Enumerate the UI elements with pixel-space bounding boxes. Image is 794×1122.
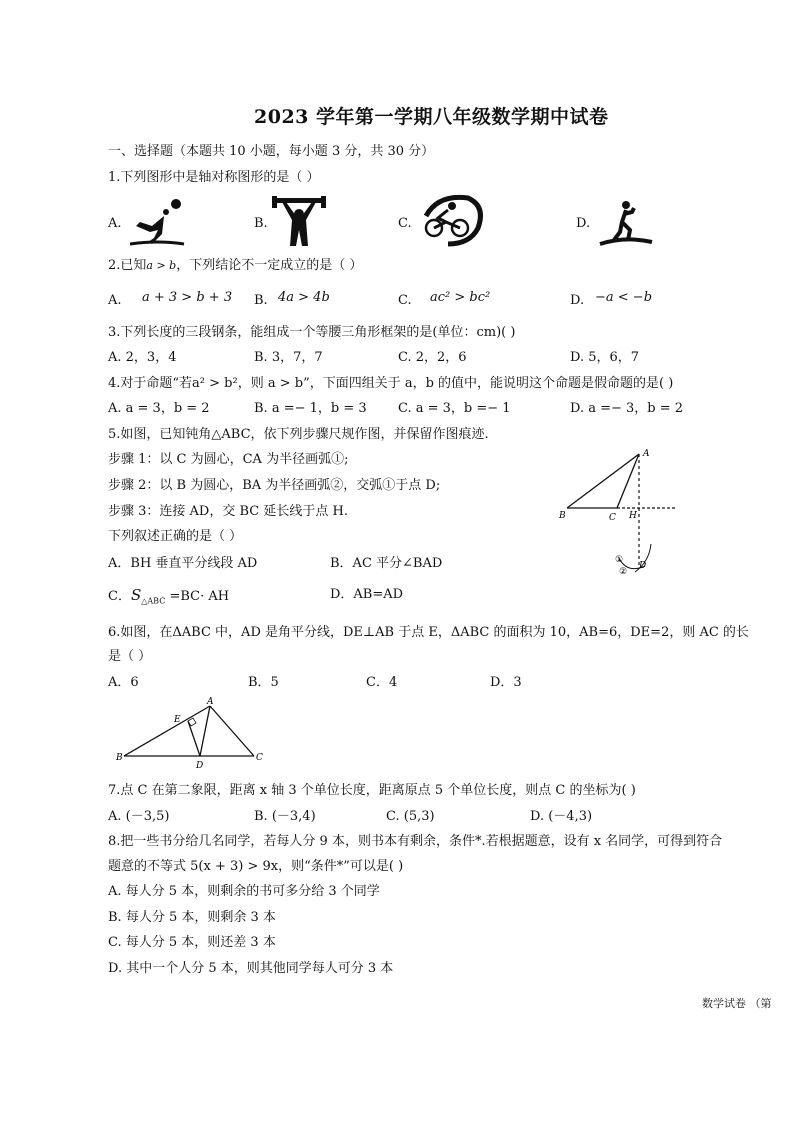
q5-opt-c-post: =BC· AH [165, 589, 230, 604]
q5-opt-c-sub: △ABC [141, 596, 166, 606]
q6-line-de [188, 721, 200, 756]
q5-opt-c-s: S [130, 586, 142, 604]
q7-stem: 7.点 C 在第二象限，距离 x 轴 3 个单位长度，距离原点 5 个单位长度，则点 C 的坐标为( ) [108, 783, 636, 798]
q2-opt-c-label: C. [398, 293, 412, 308]
q6-opt-c: C．4 [366, 675, 398, 690]
q6-opt-a: A．6 [108, 675, 139, 690]
q3-opt-d: D. 5，6，7 [570, 350, 640, 365]
q5-opt-a: A．BH 垂直平分线段 AD [108, 556, 258, 571]
q5-ask: 下列叙述正确的是（ ） [108, 529, 243, 544]
q5-opt-c-pre: C． [108, 589, 131, 604]
q5-label-a: A [643, 449, 650, 459]
q5-label-c: C [609, 513, 616, 523]
q2-stem-post: ，下列结论不一定成立的是（ ） [176, 258, 363, 273]
q5-step1: 步骤 1：以 C 为圆心，CA 为半径画弧①; [108, 452, 349, 467]
q2-opt-d: −a < −b [595, 290, 653, 305]
q5-step3: 步骤 3：连接 AD，交 BC 延长线于点 H. [108, 504, 348, 519]
q6-opt-b: B．5 [248, 675, 279, 690]
q7-opt-b: B. (－3,4) [254, 809, 316, 824]
q5-arc2-label: ② [619, 567, 628, 577]
q1-label-a: A. [108, 216, 122, 231]
q7-opt-c: C. (5,3) [386, 809, 435, 824]
q3-opt-c: C. 2，2，6 [398, 350, 467, 365]
q2-opt-c: ac² > bc² [430, 290, 491, 305]
q3-opt-a: A. 2，3，4 [108, 350, 177, 365]
q5-opt-d: D．AB=AD [330, 587, 404, 602]
q8-stem-line2: 题意的不等式 5(x + 3) > 9x，则“条件*”可以是( ) [108, 859, 404, 874]
q5-step2: 步骤 2：以 B 为圆心，BA 为半径画弧②，交弧①于点 D; [108, 478, 441, 493]
q6-label-b: B [116, 753, 123, 763]
q6-stem-line1: 6.如图，在ΔABC 中，AD 是角平分线，DE⊥AB 于点 E，ΔABC 的面积为 10，AB=6，DE=2，则 AC 的长 [108, 625, 749, 640]
q3-stem: 3.下列长度的三段钢条，能组成一个等腰三角形框架的是(单位：cm)( ) [108, 325, 516, 340]
q6-label-a: A [207, 697, 214, 707]
q4-opt-a: A. a = 3，b = 2 [108, 401, 210, 416]
q2-opt-b: 4a > 4b [278, 290, 330, 305]
q6-line-ac [210, 706, 254, 756]
q2-stem-pre: 2.已知 [108, 258, 147, 273]
cyclist-figure-icon [418, 194, 484, 246]
q6-opt-d: D．3 [490, 675, 522, 690]
weightlifter-figure-icon [272, 196, 326, 248]
q6-figure [112, 694, 272, 770]
q2-opt-b-label: B. [254, 293, 268, 308]
gymnast-figure-icon [600, 200, 652, 246]
volleyball-figure-icon [128, 196, 186, 246]
q3-opt-b: B. 3，7，7 [254, 350, 323, 365]
q6-stem-line2: 是（ ） [108, 649, 152, 664]
q2-opt-a-label: A. [108, 293, 122, 308]
q6-label-d: D [196, 761, 204, 771]
q4-opt-b: B. a =− 1，b = 3 [254, 401, 367, 416]
q8-stem-line1: 8.把一些书分给几名同学，若每人分 9 本，则书本有剩余，条件*.若根据题意，设有 x 名同学，可得到符合 [108, 834, 723, 849]
q8-opt-c: C. 每人分 5 本，则还差 3 本 [108, 935, 276, 950]
q7-opt-a: A. (－3,5) [108, 809, 170, 824]
q7-opt-d: D. (－4,3) [530, 809, 593, 824]
q2-condition: a > b [146, 259, 177, 272]
q8-opt-a: A. 每人分 5 本，则剩余的书可多分给 3 个同学 [108, 884, 380, 899]
page-footer: 数学试卷 （第 [702, 997, 772, 1010]
q5-stem: 5.如图，已知钝角△ABC，依下列步骤尺规作图，并保留作图痕迹. [108, 427, 489, 442]
q4-opt-c: C. a = 3，b =− 1 [398, 401, 511, 416]
q8-opt-d: D. 其中一个人分 5 本，则其他同学每人可分 3 本 [108, 961, 394, 976]
section-heading: 一、选择题（本题共 10 小题，每小题 3 分，共 30 分） [108, 144, 435, 159]
q5-opt-b: B．AC 平分∠BAD [330, 556, 443, 571]
q5-figure [555, 448, 685, 578]
q6-line-ad [200, 706, 210, 756]
page-title: 2023 学年第一学期八年级数学期中试卷 [254, 106, 609, 128]
q4-stem: 4.对于命题“若a² > b²，则 a > b”，下面四组关于 a，b 的值中，能说明这个命题是假命题的是( ) [108, 376, 674, 391]
q1-label-d: D. [576, 216, 591, 231]
q5-arc1-label: ① [615, 555, 624, 565]
q5-opt-c [108, 587, 229, 610]
q6-label-e: E [174, 715, 181, 725]
q2-opt-d-label: D. [570, 293, 585, 308]
q5-label-h: H [629, 511, 637, 521]
q1-label-c: C. [398, 216, 412, 231]
q1-stem: 1.下列图形中是轴对称图形的是（ ） [108, 170, 320, 185]
q4-opt-d: D. a =− 3，b = 2 [570, 401, 684, 416]
q6-label-c: C [256, 753, 263, 763]
q5-label-d: D [639, 561, 647, 571]
q2-stem [108, 258, 362, 274]
q1-label-b: B. [254, 216, 268, 231]
q5-label-b: B [559, 511, 566, 521]
q2-opt-a: a + 3 > b + 3 [142, 290, 233, 305]
q8-opt-b: B. 每人分 5 本，则剩余 3 本 [108, 910, 276, 925]
